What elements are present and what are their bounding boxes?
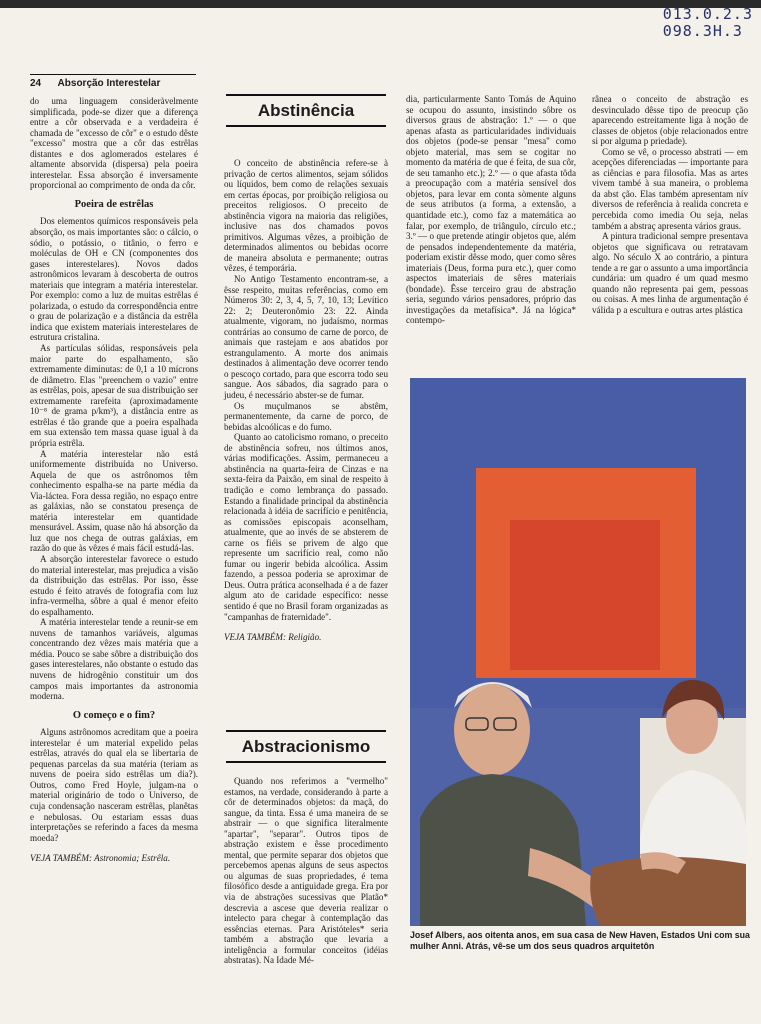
paragraph: Os muçulmanos se abstêm, permanentemente, da carne de porco, de bebidas alcoólicas e do fumo.: [224, 400, 388, 432]
archive-code-line: 013.0.2.3: [662, 5, 753, 23]
paragraph: A matéria interestelar não está uniformemente distribuída no Universo. Aquela de que os astrônomos têm conhecimento espalha-se na parte média da Via-láctea. Fora dessa região, no espaço entre as galáxias, não se constatou presença de matéria interestelar em quantidade mensurável. Assim, quase não há absorção da luz que nos chega de outras galáxias, em razão do que às vêzes é mais fácil estudá-las.: [30, 448, 198, 554]
paragraph: A pintura tradicional sempre presentava objetos que significava ou retratavam algo. No século X ao contrário, a pintura tende a re gar o assunto a uma importância cundária: um quadro é um quad mesmo quando não representa pai gem, pessoas ou coisas. A mes linha de argumentação é válida p a escultura e outras artes plástica: [592, 231, 748, 315]
section-heading: Poeira de estrêlas: [74, 198, 154, 210]
column-2b: [224, 776, 388, 966]
paragraph: As partículas sólidas, responsáveis pela maior parte do espalhamento, são extremamente diminutas: de 0,1 a 10 mícrons de diâmetro. Elas "preenchem o vazio" entre as estrêlas, pois, apesar de sua distribuição ser extremamente rarefeita (aproximadamente 10⁻⁸ de grama p/km³), a distância entre as estrêlas é tão grande que a poeira espalhada em sua extensão tem massa quase igual à da própria estrêla.: [30, 343, 198, 448]
entry-title-abstracionismo: Abstracionismo: [226, 730, 386, 763]
column-4: [592, 94, 748, 315]
archive-code-line: 098.3H.3: [662, 22, 743, 40]
scan-edge: [0, 0, 761, 8]
photo-caption: Josef Albers, aos oitenta anos, em sua casa de New Haven, Estados Uni com sua mulher Anni. Atrás, vê-se um dos seus quadros arquitetôn: [410, 930, 750, 951]
paragraph: A absorção interestelar favorece o estudo do material interestelar, mas prejudica a visão da distribuição das estrêlas. Por isso, êsse estudo é feito através de fotografia com luz infra-vermelha, sôbre a qual é menor efeito do espalhamento.: [30, 553, 198, 617]
paragraph: Como se vê, o processo abstrati — em acepções diferenciadas — importante para as ciências e para filosofia. Mas as artes vivem també à sua maneira, o problema da abst ção. Elas também apresentam nív diversos de referência à realida concreta e percebida como imedia Ou seja, nelas também a abstraç apresenta vários graus.: [592, 146, 748, 231]
column-2a: [224, 158, 388, 643]
paragraph: Quando nos referimos a "vermelho" estamos, na verdade, considerando à parte a côr de determinados objetos: da maçã, do sangue, da tinta. Essa é uma maneira de se abstrair — o que significa literalmente "apartar", "separar". Outros tipos de abstração existem e êsse procedimento mental, que permite separar dos objetos que percebemos apenas alguns de seus aspectos ou algumas de suas propriedades, é tema filosófico desde a antiguidade grega. Era por via de abstrações sucessivas que Platão* descrevia a ascese que deveria realizar o intelecto para chegar à contemplação das essências eternas. Para Aristóteles* seria também a abstração que levaria a inteligência a formular conceitos (idéias abstratas). Na Idade Mé-: [224, 776, 388, 966]
entry-title-abstinencia: Abstinência: [226, 94, 386, 127]
paragraph: dia, particularmente Santo Tomás de Aquino se ocupou do assunto, insistindo sôbre os diversos graus de abstração: 1.º — o que apenas afasta as particularidades individuais dos objetos (pode-se pensar "mesa" como objeto material, mas sem se cogitar no momento da matéria de que é feita, de sua côr, de seu tamanho etc.); 2.º — o que afasta tôda a preocupação com a matéria sensível dos objetos, para levar em conta sòmente alguns de seus atributos (a forma, a extensão, a quantidade etc.), como faz a matemática ao falar, por exemplo, de triângulo, círculo etc.; 3.º — o que pretende atingir objetos que, além de pensados independentemente da matéria, poderiam existir dêsse modo, quer como sêres imateriais (Deus, forma pura etc.), quer como aspectos imateriais de sêres materiais (bondade). Êsse terceiro grau de abstração seria, segundo vários pensadores, próprio das investigações da metafísica*. Já na lógica* contempo-: [406, 94, 576, 326]
running-title: Absorção Interestelar: [57, 78, 161, 89]
running-header: [30, 74, 196, 89]
archive-code: [663, 6, 753, 40]
see-also: VEJA TAMBÉM: Astronomia; Estrêla.: [30, 853, 171, 864]
paragraph: O conceito de abstinência refere-se à privação de certos alimentos, sejam sólidos ou líquidos, bem como de relações sexuais em certas épocas, por proibição religiosa ou preceitos religiosos. O preceito de abstinência vigora na maioria das religiões, inclusive nas dos chamados povos primitivos. Algumas vêzes, a proibição de determinados alimentos ou bebidas ocorre de maneira absoluta e permanente; outras vêzes, é temporária.: [224, 158, 388, 274]
paragraph: A matéria interestelar tende a reunir-se em nuvens de tamanhos variáveis, algumas concentrando dez vêzes mais matéria que a média. Pouco se sabe sôbre a distribuição dos gases interestelares, não obstante o estudo das nuvens de hidrogênio constituir um dos campos mais importantes da astronomia moderna.: [30, 617, 198, 702]
column-3: [406, 94, 576, 326]
section-heading: O começo e o fim?: [72, 709, 156, 721]
painting-inner: [510, 520, 660, 670]
man-head: [454, 684, 530, 776]
albers-photo: [410, 378, 746, 926]
page-number: 24: [30, 78, 42, 89]
see-also: VEJA TAMBÉM: Religião.: [224, 632, 322, 643]
paragraph: Alguns astrônomos acreditam que a poeira interestelar é um material expelido pelas estrêlas, através do qual ela se libertaria de pequenas parcelas da sua matéria (teriam as nuvens de poeira sido estrêlas um dia?). Outros, como Fred Hoyle, julgam-na o material originário de todo o Universo, de cuja condensação nasceram estrêlas, planêtas e nebulosas. Ou estariam essas duas interpretações se referindo a faces da mesma moeda?: [30, 727, 198, 843]
column-1: [30, 96, 198, 864]
paragraph: No Antigo Testamento encontram-se, a êsse respeito, muitas referências, como em Números 30: 2, 3, 4, 5, 7, 10, 13; Levítico 22: 2; Deuteronômio 23: 22. Ainda atualmente, vigoram, no judaísmo, normas contrárias ao consumo de carne de porco, de animais que rastejam e aos abatidos por estrangulamento. A morte dos animais destinados à alimentação deve ocorrer tendo o pescoço cortado, para que escorra todo seu sangue. Aos sábados, dia sagrado para o judeu, é necessário abster-se de fumar.: [224, 274, 388, 401]
photo-illustration: [410, 378, 746, 926]
paragraph: do uma linguagem consideràvelmente simplificada, pode-se dizer que a diferença entre a côr observada e a verdadeira é chamada de "excesso de côr" e o estudo dêste "excesso" mostra que a côr das estrêlas distantes e dos aglomerados estelares é altamente absorvida (dispersa) pela poeira interestelar. Essa absorção é inversamente proporcional ao comprimento de onda da côr.: [30, 96, 198, 191]
paragraph: rânea o conceito de abstração es desvinculado dêsse tipo de preocup ção aparecendo estreitamente liga à noção de classes de objetos (obje relacionados entre si por alguma p priedade).: [592, 94, 748, 147]
paragraph: Dos elementos químicos responsáveis pela absorção, os mais importantes são: o cálcio, o sódio, o potássio, o titânio, o ferro e moléculas de OH e CN (componentes dos gases interestelares). Novos dados astronômicos levaram à descoberta de outros materiais que integram a matéria interestelar. Por exemplo: como a luz de muitas estrêlas é polarizada, o estudo da correspondência entre o grau de polarização e a distância da estrêla indica que existem materiais interestelares de estrutura cristalina.: [30, 216, 198, 343]
paragraph: Quanto ao catolicismo romano, o preceito de abstinência sofreu, nos últimos anos, várias modificações. Assim, permaneceu a abstinência na quarta-feira de Cinzas e na sexta-feira da Paixão, em sinal de respeito à tradição e como lembrança do passado. Estando a finalidade principal da abstinência relacionada à idéia de sacrifício e penitência, as comissões episcopais aconselham, atualmente, que ao invés de se absterem de carne os fiéis se privem de algo que represente um sacrifício real, como não fumar ou ingerir bebida alcoólica. Assim fazendo, a pessoa poderia se aproximar de Deus. Outra prática aconselhada é a de fazer algum ato de caridade específico: nesse sentido é que no Brasil foram organizadas as "campanhas de fraternidade".: [224, 432, 388, 622]
